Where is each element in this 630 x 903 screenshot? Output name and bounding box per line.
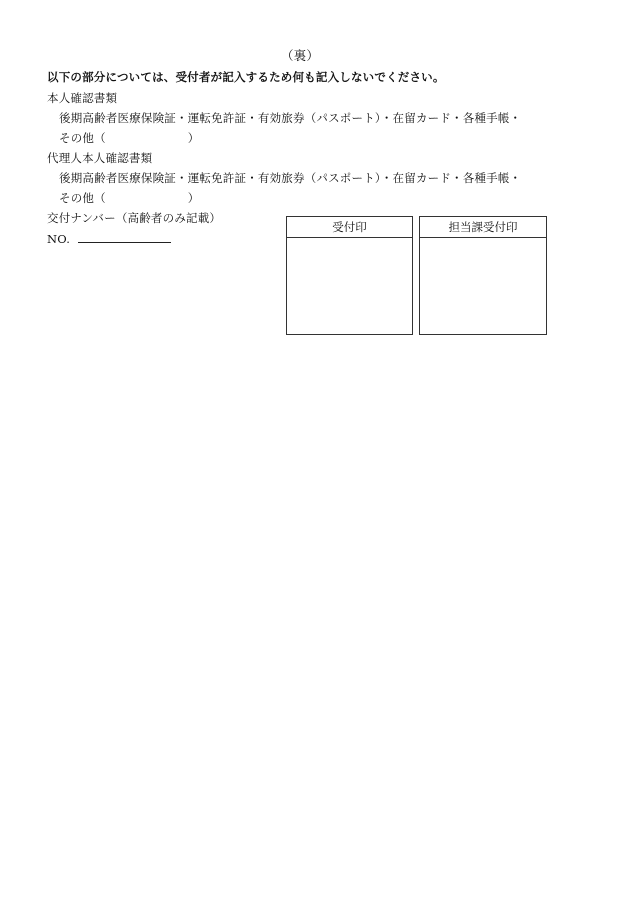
proxy-identity-docs-other: その他（ ） (59, 191, 200, 205)
reception-number-no-label: NO. (47, 232, 71, 246)
proxy-identity-docs-label: 代理人本人確認書類 (47, 151, 153, 165)
staff-only-note: 以下の部分については、受付者が記入するため何も記入しないでください。 (47, 70, 445, 84)
page-marker: （裏） (280, 48, 320, 63)
identity-docs-other: その他（ ） (59, 131, 200, 145)
identity-docs-list: 後期高齢者医療保険証・運転免許証・有効旅券（パスポート）・在留カード・各種手帳・ (59, 111, 522, 125)
reception-stamp-box (286, 216, 413, 335)
department-stamp-box (419, 216, 547, 335)
reception-number-row (47, 231, 171, 246)
identity-docs-label: 本人確認書類 (47, 91, 118, 105)
proxy-identity-docs-list: 後期高齢者医療保険証・運転免許証・有効旅券（パスポート）・在留カード・各種手帳・ (59, 171, 522, 185)
reception-number-field (78, 231, 171, 243)
reception-stamp-header: 受付印 (287, 217, 412, 238)
department-stamp-header: 担当課受付印 (420, 217, 546, 238)
reception-number-label: 交付ナンバー（高齢者のみ記載） (47, 211, 222, 225)
